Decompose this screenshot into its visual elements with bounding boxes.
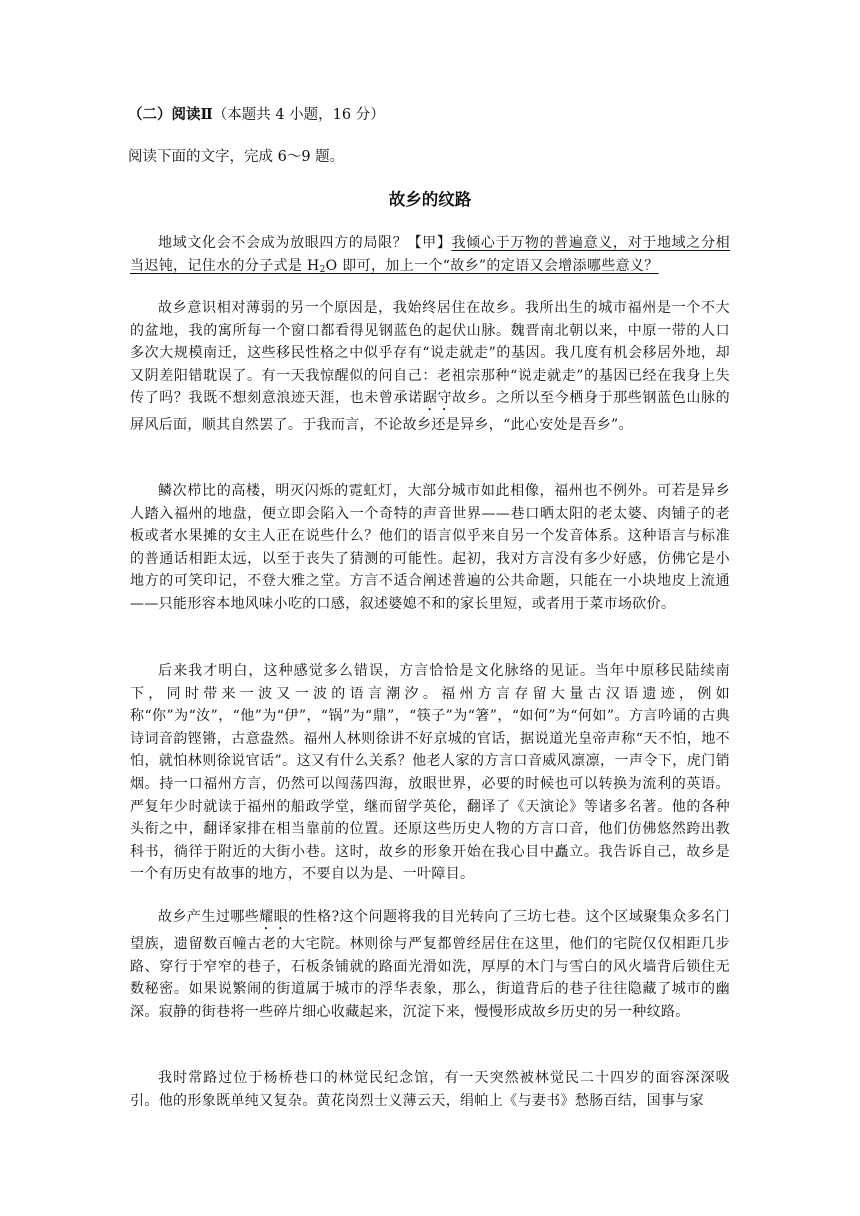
emphasized-char: 眼 xyxy=(273,909,289,925)
section-heading xyxy=(128,104,385,126)
paragraph-1 xyxy=(130,232,730,277)
paragraph-2: 故乡意识相对薄弱的另一个原因是，我始终居住在故乡。我所出生的城市福州是一个不大的盆地，我的寓所每一个窗口都看得见钢蓝色的起伏山脉。魏晋南北朝以来，中原一带的人口多次大规模南迁，这些移民性格之中似乎存有“说走就走”的基因。我几度有机会移居外地，却又阴差阳错耽误了。有一天我惊醒似的问自己：老祖宗那种“说走就走”的基因已经在我身上失传了吗？我既不想刻意浪迹天涯，也未曾承诺踞守故乡。之所以至今栖身于那些钢蓝色山脉的屏风后面，顺其自然罢了。于我而言，不论故乡还是异乡，“此心安处是吾乡”。 xyxy=(130,300,730,434)
paragraph-3: 鳞次栉比的高楼，明灭闪烁的霓虹灯，大部分城市如此相像，福州也不例外。可若是异乡人踏入福州的地盘，便立即会陷入一个奇特的声音世界——巷口晒太阳的老太婆、肉铺子的老板或者水果摊的女主人正在说些什么？他们的语言似乎来自另一个发音体系。这种语言与标准的普通话相距太远，以至于丧失了猜测的可能性。起初，我对方言没有多少好感，仿佛它是小地方的可笑印记，不登大雅之堂。方言不适合阐述普遍的公共命题，只能在一小块地皮上流通——只能形容本地风味小吃的口感，叙述婆媳不和的家长里短，或者用于菜市场砍价。 xyxy=(130,483,730,612)
emphasized-char: 踞 xyxy=(422,390,438,407)
paragraph-5: 故乡产生过哪些耀眼的性格?这个问题将我的目光转向了三坊七巷。这个区域聚集众多名门望族，遗留数百幢古老的大宅院。林则徐与严复都曾经居住在这里，他们的宅院仅仅相距几步路、穿行于窄窄的巷子，石板条铺就的路面光滑如洗，厚厚的木门与雪白的风火墙背后锁住无数秘密。如果说繁闹的街道属于城市的浮华表象，那么，街道背后的巷子往往隐藏了城市的幽深。寂静的街巷将一些碎片细心收藏起来，沉淀下来，慢慢形成故乡历史的另一种纹路。 xyxy=(130,909,730,1020)
paragraph-4: 后来我才明白，这种感觉多么错误，方言恰恰是文化脉络的见证。当年中原移民陆续南下，同时带来一波又一波的语言潮汐。福州方言存留大量古汉语遗迹，例如称“你”为“汝”，“他”为“伊”，“锅”为“鼎”，“筷子”为“箸”，“如何”为“何如”。方言吟诵的古典诗词音韵铿锵，古意盎然。福州人林则徐讲不好京城的官话，据说道光皇帝声称“天不怕，地不怕，就怕林则徐说官话”。这又有什么关系？他老人家的方言口音威风凛凛，一声令下，虎门销烟。持一口福州方言，仍然可以闯荡四海，放眼世界，必要的时候也可以转换为流利的英语。严复年少时就读于福州的船政学堂，继而留学英伦，翻译了《天演论》等诸多名著。他的各种头衔之中，翻译家排在相当靠前的位置。还原这些历史人物的方言口音，他们仿佛悠然跨出教科书，徜徉于附近的大街小巷。这时，故乡的形象开始在我心目中矗立。我告诉自己，故乡是一个有历史有故事的地方，不要自以为是、一叶障目。 xyxy=(130,663,730,883)
paragraph-1-lead: 地域文化会不会成为放眼四方的局限？【甲】 xyxy=(158,235,452,251)
paragraph-6: 我时常路过位于杨桥巷口的林觉民纪念馆，有一天突然被林觉民二十四岁的面容深深吸引。他的形象既单纯又复杂。黄花岗烈士义薄云天，绢帕上《与妻书》愁肠百结，国事与家 xyxy=(130,1070,730,1109)
emphasized-char: 耀 xyxy=(259,909,274,925)
underlined-sentence-jia: 我倾心于万物的普遍意义，对于地域之分相当迟钝，记住水的分子式是 $H_2O$ 即可，加上一个“故乡”的定语又会增添哪些意义？ xyxy=(130,235,730,275)
essay-title: 故乡的纹路 xyxy=(388,190,472,209)
reading-instruction: 阅读下面的文字，完成 6～9 题。 xyxy=(128,149,345,165)
section-label: （二）阅读Ⅱ xyxy=(128,106,213,123)
emphasized-char: 守 xyxy=(437,390,453,407)
section-note: （本题共 4 小题，16 分） xyxy=(212,107,385,123)
